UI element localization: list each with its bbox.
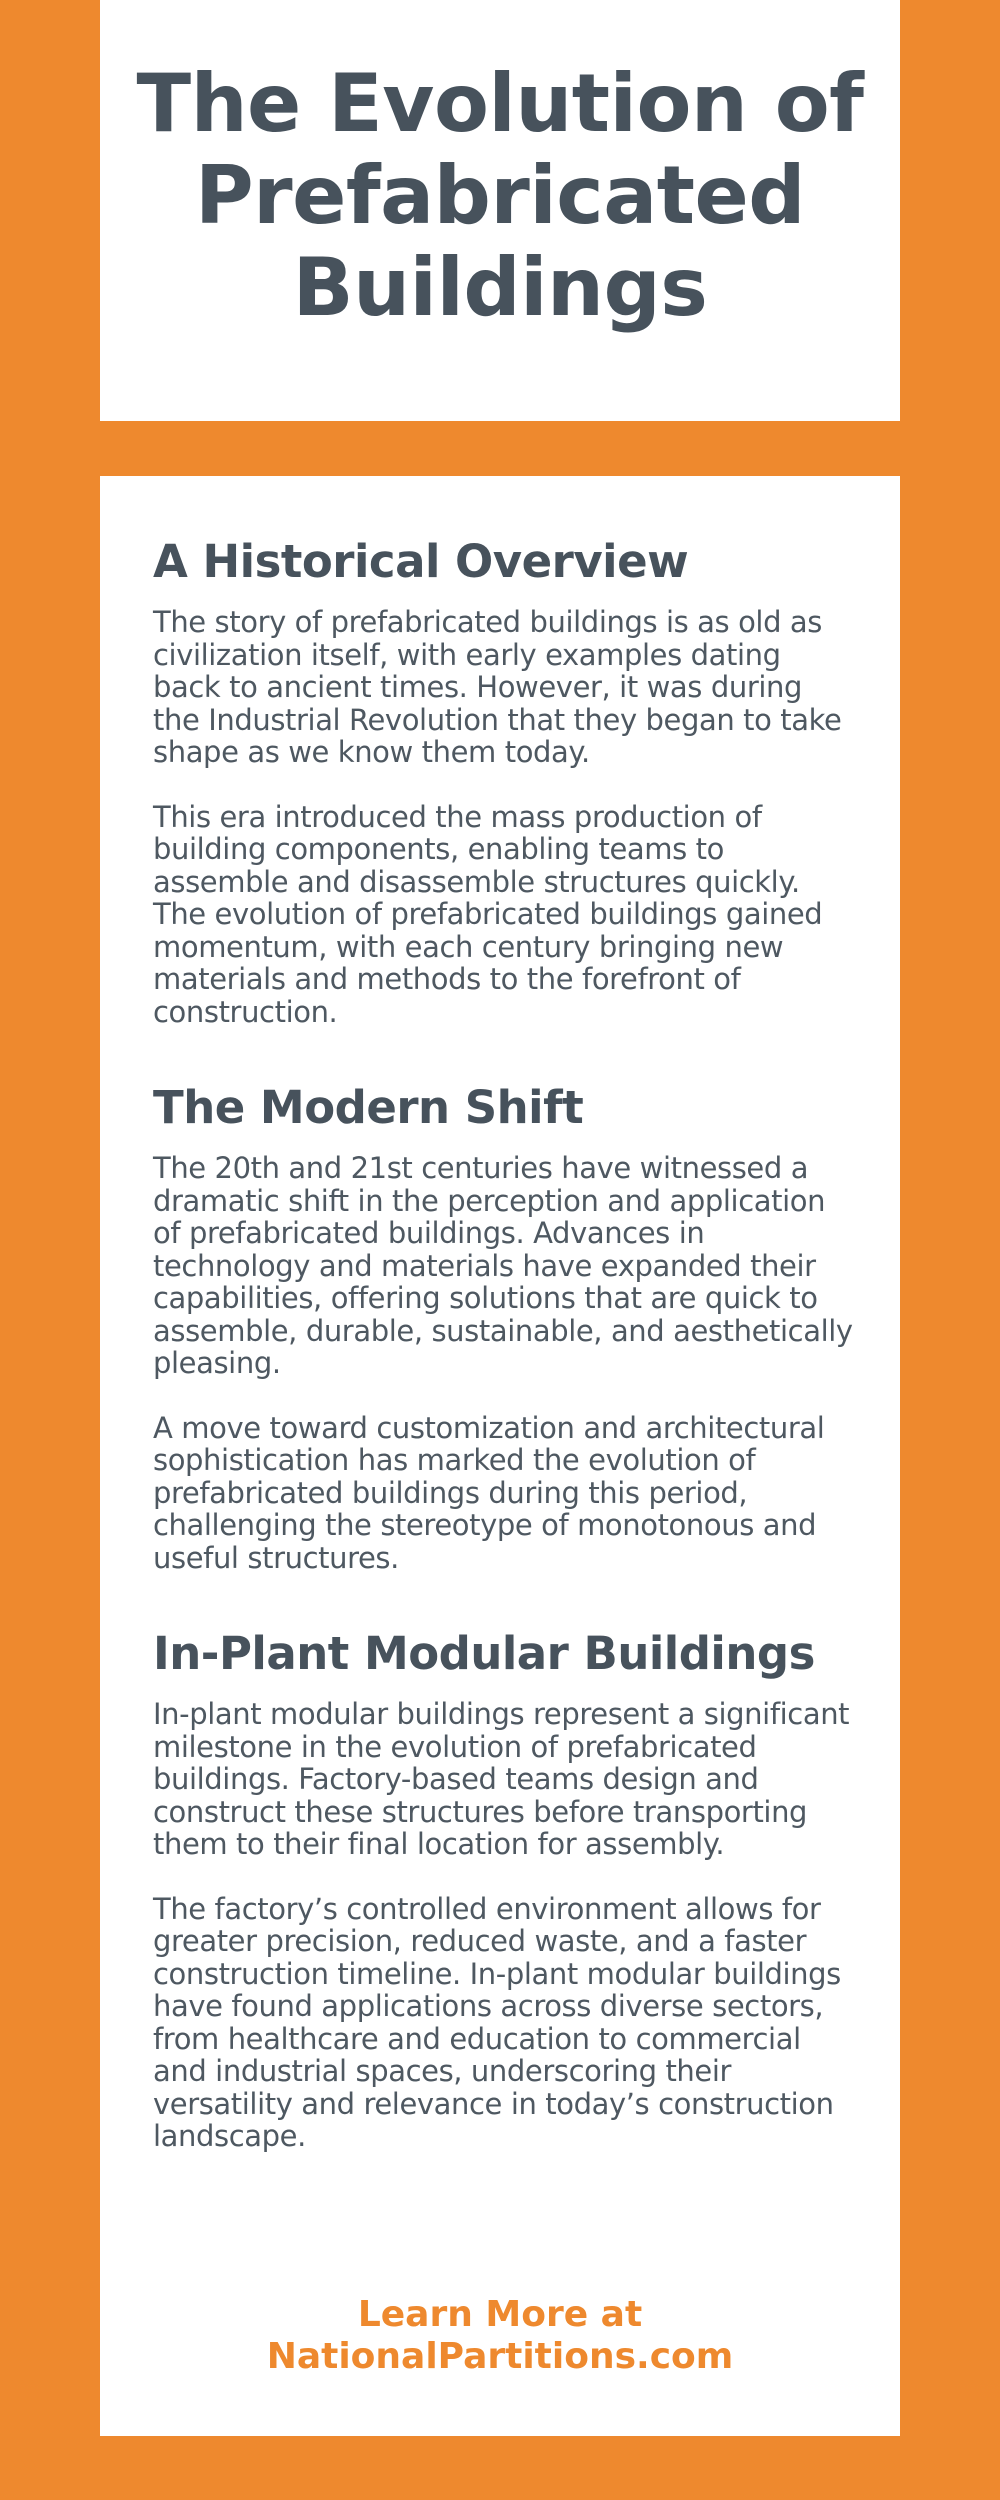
cta-url: NationalPartitions.com: [266, 2336, 734, 2377]
section-in-plant-modular: [153, 1624, 853, 2153]
title-line: The Evolution of: [136, 57, 864, 150]
section-paragraph: In-plant modular buildings represent a significant milestone in the evolution of prefabricated buildings. Factory-based teams design and construct these structures before transporting them to their final location for assembly.: [153, 1697, 850, 1861]
section-heading: In-Plant Modular Buildings: [153, 1627, 815, 1680]
title-line: Buildings: [292, 241, 708, 334]
section-paragraph: The story of prefabricated buildings is as old as civilization itself, with early examples dating back to ancient times. However, it was during the Industrial Revolution that they began to take shape as we know them today.: [153, 605, 842, 769]
title-panel: [100, 0, 900, 421]
section-modern-shift: [153, 1078, 853, 1574]
article-body: [153, 532, 853, 2153]
section-paragraph: The factory’s controlled environment allows for greater precision, reduced waste, and a faster construction timeline. In-plant modular buildings have found applications across diverse sectors, from healthcare and education to commercial and industrial spaces, underscoring their versatility and relevance in today’s construction landscape.: [153, 1891, 841, 2153]
title-line: Prefabricated: [195, 149, 805, 242]
section-paragraph: The 20th and 21st centuries have witnessed a dramatic shift in the perception and application of prefabricated buildings. Advances in technology and materials have expanded their capabilities, offering solutions that are quick to assemble, durable, sustainable, and aesthetically pleasing.: [153, 1151, 853, 1380]
section-heading: A Historical Overview: [153, 535, 689, 588]
cta-line: Learn More at: [357, 2294, 643, 2335]
content-panel: [100, 476, 900, 2436]
section-paragraph: This era introduced the mass production of building components, enabling teams to assemble and disassemble structures quickly. The evolution of prefabricated buildings gained momentum, with each century bringing new materials and methods to the forefront of construction.: [153, 799, 823, 1029]
section-historical-overview: [153, 532, 853, 1028]
learn-more-link[interactable]: [100, 2294, 900, 2378]
page-title: [100, 58, 900, 334]
section-paragraph: A move toward customization and architectural sophistication has marked the evolution of prefabricated buildings during this period, challenging the stereotype of monotonous and useful structures.: [153, 1410, 825, 1575]
section-heading: The Modern Shift: [153, 1081, 584, 1134]
